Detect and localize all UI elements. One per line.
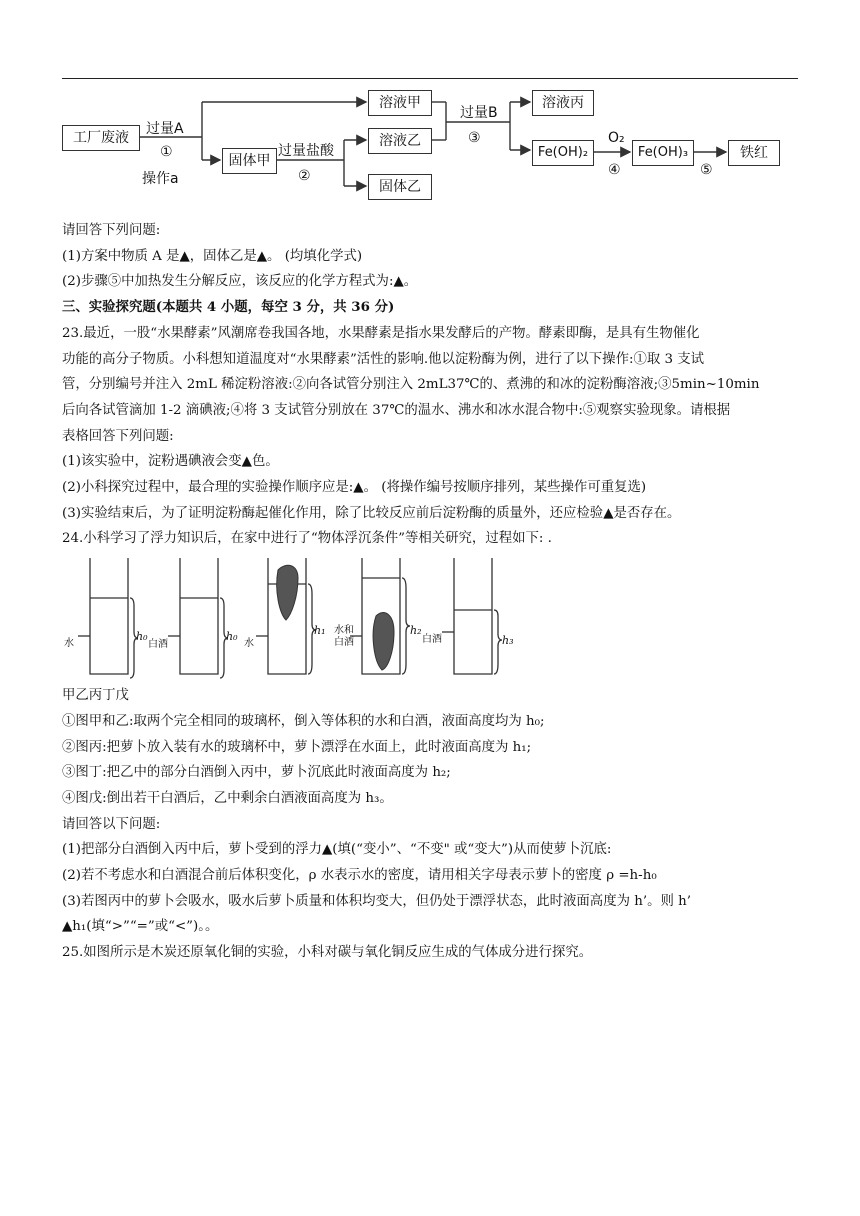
label-h3: h₃: [502, 634, 514, 648]
excess-a-label: 过量A: [146, 121, 184, 137]
label-mix-line2: 白酒: [334, 637, 354, 649]
label-water-bing: 水: [244, 638, 254, 650]
text-line: (2)小科探究过程中，最合理的实验操作顺序应是:▲。 (将操作编号按顺序排列，某些操作可重复选): [62, 480, 647, 496]
text-line: 表格回答下列问题:: [62, 428, 174, 444]
label-h0-jia: h₀: [136, 630, 148, 644]
text-line: 请回答下列问题:: [62, 223, 161, 238]
solution-bing-box: 溶液丙: [532, 90, 594, 116]
operation-a-label: 操作a: [142, 171, 179, 187]
text-line: (1)方案中物质 A 是▲，固体乙是▲。 (均填化学式): [62, 248, 363, 264]
solution-yi-box: 溶液乙: [368, 128, 432, 154]
label-baijiu-wu: 白酒: [422, 634, 442, 646]
iron-red-box: 铁红: [728, 140, 780, 166]
step2-label: ②: [298, 168, 311, 184]
label-h2: h₂: [410, 624, 422, 638]
text-line: (3)实验结束后，为了证明淀粉酶起催化作用，除了比较反应前后淀粉酶的质量外，还应检验▲是否存在。: [62, 505, 681, 521]
figure-caption: 甲乙丙丁戊: [62, 688, 129, 704]
text-line: 管，分别编号并注入 2mL 稀淀粉溶液:②向各试管分别注入 2mL37℃的、煮沸的和冰的淀粉酶溶液;③5min~10min: [62, 377, 760, 393]
step5-label: ⑤: [700, 162, 713, 178]
radish-floating: [277, 565, 298, 620]
text-line: ③图丁:把乙中的部分白酒倒入丙中，萝卜沉底此时液面高度为 h₂;: [62, 765, 451, 781]
excess-b-label: 过量B: [460, 105, 498, 121]
label-mix-line1: 水和: [334, 625, 354, 637]
text-line: ▲h₁(填“>”“=”或“<”)。。: [62, 919, 219, 935]
text-line: 25.如图所示是木炭还原氧化铜的实验，小科对碳与氧化铜反应生成的气体成分进行探究。: [62, 945, 593, 961]
feoh3-box: Fe(OH)₃: [632, 140, 694, 166]
process-flow-diagram: [62, 90, 802, 210]
label-water: 水: [64, 638, 74, 650]
step1-label: ①: [160, 144, 173, 160]
step4-label: ④: [608, 162, 621, 178]
factory-waste-box: 工厂废液: [62, 125, 140, 151]
text-line: (1)该实验中，淀粉遇碘液会变▲色。: [62, 454, 279, 470]
question-text: [62, 218, 802, 966]
solid-jia-box: 固体甲: [222, 148, 277, 174]
o2-label: O₂: [608, 130, 625, 146]
text-line: 请回答以下问题:: [62, 816, 161, 832]
feoh2-box: Fe(OH)₂: [532, 140, 594, 166]
text-line: ②图丙:把萝卜放入装有水的玻璃杯中，萝卜漂浮在水面上，此时液面高度为 h₁;: [62, 739, 532, 755]
label-h0-yi: h₀: [226, 630, 238, 644]
header-rule: [62, 78, 798, 79]
section-heading-text: 三、实验探究题(本题共 4 小题，每空 3 分，共 36 分): [62, 299, 395, 316]
label-baijiu: 白酒: [148, 639, 168, 651]
step3-label: ③: [468, 130, 481, 146]
text-line: 后向各试管滴加 1-2 滴碘液;④将 3 支试管分别放在 37℃的温水、沸水和冰水混合物中:⑤观察实验现象。请根据: [62, 402, 731, 418]
section-heading: [62, 295, 802, 321]
text-line: ①图甲和乙:取两个完全相同的玻璃杯，倒入等体积的水和白酒，液面高度均为 h₀;: [62, 713, 545, 729]
text-line: (1)把部分白酒倒入丙中后，萝卜受到的浮力▲(填(“变小”、“不变" 或“变大”)从而使萝卜沉底:: [62, 842, 612, 858]
text-line: 功能的高分子物质。小科想知道温度对“水果酵素”活性的影响.他以淀粉酶为例，进行了以下操作:①取 3 支试: [62, 351, 705, 367]
text-line: ④图戊:倒出若干白酒后，乙中剩余白酒液面高度为 h₃。: [62, 790, 393, 806]
text-line: (2)若不考虑水和白酒混合前后体积变化，ρ 水表示水的密度，请用相关字母表示萝卜的密度 ρ =h-h₀: [62, 868, 657, 884]
beakers-figure: [62, 556, 802, 681]
solid-yi-box: 固体乙: [368, 174, 432, 200]
text-line: (3)若图丙中的萝卜会吸水，吸水后萝卜质量和体积均变大，但仍处于漂浮状态，此时液面高度为 h’。则 h’: [62, 893, 692, 909]
label-h1: h₁: [314, 624, 326, 638]
text-line: 24.小科学习了浮力知识后，在家中进行了“物体浮沉条件”等相关研究，过程如下: .: [62, 531, 552, 547]
text-line: (2)步骤⑤中加热发生分解反应，该反应的化学方程式为:▲。: [62, 274, 418, 290]
radish-sunk: [373, 613, 394, 670]
text-line: 23.最近，一股“水果酵素”风潮席卷我国各地，水果酵素是指水果发酵后的产物。酵素即酶，是具有生物催化: [62, 325, 700, 341]
solution-jia-box: 溶液甲: [368, 90, 432, 116]
excess-hcl-label: 过量盐酸: [278, 143, 334, 159]
